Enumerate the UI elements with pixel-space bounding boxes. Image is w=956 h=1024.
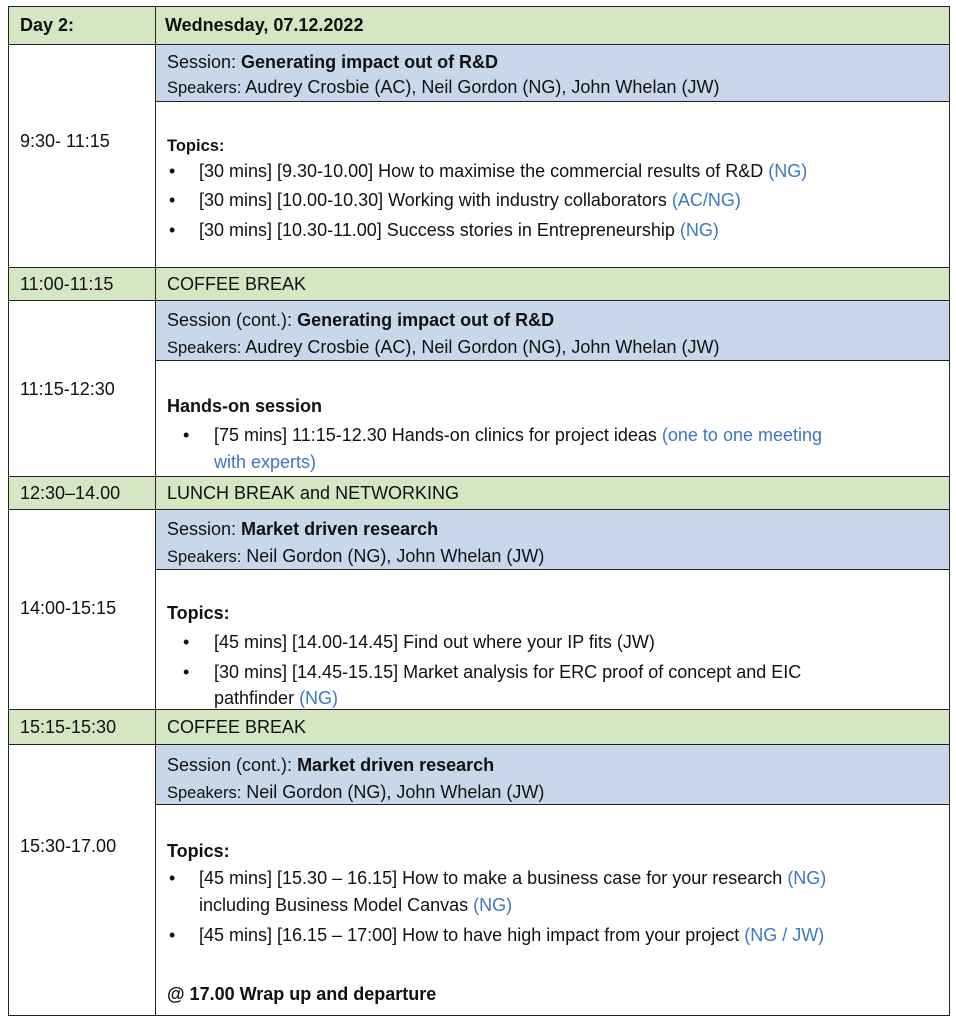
closing-note: @ 17.00 Wrap up and departure xyxy=(167,984,437,1004)
hands-on-heading: Hands-on session xyxy=(167,396,323,416)
bullet-icon: • xyxy=(169,190,176,210)
bullet-icon: • xyxy=(183,632,190,652)
topics-heading-3: Topics: xyxy=(167,603,230,623)
bullet-icon: • xyxy=(169,868,176,888)
break-time-2: 12:30–14.00 xyxy=(20,483,121,503)
speakers-1: Speakers: Audrey Crosbie (AC), Neil Gordon (NG), John Whelan (JW) xyxy=(167,77,720,97)
break-label-3: COFFEE BREAK xyxy=(167,717,307,737)
bullet-icon: • xyxy=(169,925,176,945)
bullet-icon: • xyxy=(183,425,190,445)
day-header-row xyxy=(9,7,949,44)
time-slot-1: 9:30- 11:15 xyxy=(20,131,110,151)
break-row-1 xyxy=(9,267,949,300)
bullet-icon: • xyxy=(169,161,176,181)
time-slot-2: 11:15-12:30 xyxy=(20,379,115,399)
break-label-2: LUNCH BREAK and NETWORKING xyxy=(167,483,460,503)
time-slot-4: 15:30-17.00 xyxy=(20,836,117,856)
break-row-2 xyxy=(9,476,949,509)
topic-item: [30 mins] [10.30-11.00] Success stories in Entrepreneurship (NG) xyxy=(199,220,719,240)
topics-heading-4: Topics: xyxy=(167,841,230,861)
topic-item: [75 mins] 11:15-12.30 Hands-on clinics for project ideas (one to one meeting xyxy=(214,425,823,445)
session-title-4: Session (cont.): Market driven research xyxy=(167,755,495,775)
day-date: Wednesday, 07.12.2022 xyxy=(165,15,364,35)
topic-item: [30 mins] [10.00-10.30] Working with industry collaborators (AC/NG) xyxy=(199,190,741,210)
session-title-2: Session (cont.): Generating impact out of R&D xyxy=(167,310,555,330)
break-label-1: COFFEE BREAK xyxy=(167,274,307,294)
day-label: Day 2: xyxy=(20,15,75,35)
topic-item-cont: including Business Model Canvas (NG) xyxy=(199,895,513,915)
session-title-1: Session: Generating impact out of R&D xyxy=(167,52,499,72)
topic-item-cont: with experts) xyxy=(214,452,317,472)
session-title-3: Session: Market driven research xyxy=(167,519,439,539)
bullet-icon: • xyxy=(183,662,190,682)
agenda-table xyxy=(8,6,950,1016)
bullet-icon: • xyxy=(169,220,176,240)
speakers-2: Speakers: Audrey Crosbie (AC), Neil Gordon (NG), John Whelan (JW) xyxy=(167,337,720,357)
topic-item: [45 mins] [14.00-14.45] Find out where your IP fits (JW) xyxy=(214,632,655,652)
topic-item: [30 mins] [9.30-10.00] How to maximise the commercial results of R&D (NG) xyxy=(199,161,808,181)
topic-item: [45 mins] [16.15 – 17:00] How to have high impact from your project (NG / JW) xyxy=(199,925,825,945)
speakers-4: Speakers: Neil Gordon (NG), John Whelan (JW) xyxy=(167,782,545,802)
topic-item: [30 mins] [14.45-15.15] Market analysis for ERC proof of concept and EIC xyxy=(214,662,802,682)
time-slot-3: 14:00-15:15 xyxy=(20,598,117,618)
break-row-3 xyxy=(9,709,949,744)
topics-heading-1: Topics: xyxy=(167,137,225,155)
topic-item-cont: pathfinder (NG) xyxy=(214,688,339,708)
break-time-1: 11:00-11:15 xyxy=(20,274,114,294)
speakers-3: Speakers: Neil Gordon (NG), John Whelan (JW) xyxy=(167,546,545,566)
topic-item: [45 mins] [15.30 – 16.15] How to make a business case for your research (NG) xyxy=(199,868,827,888)
break-time-3: 15:15-15:30 xyxy=(20,717,117,737)
